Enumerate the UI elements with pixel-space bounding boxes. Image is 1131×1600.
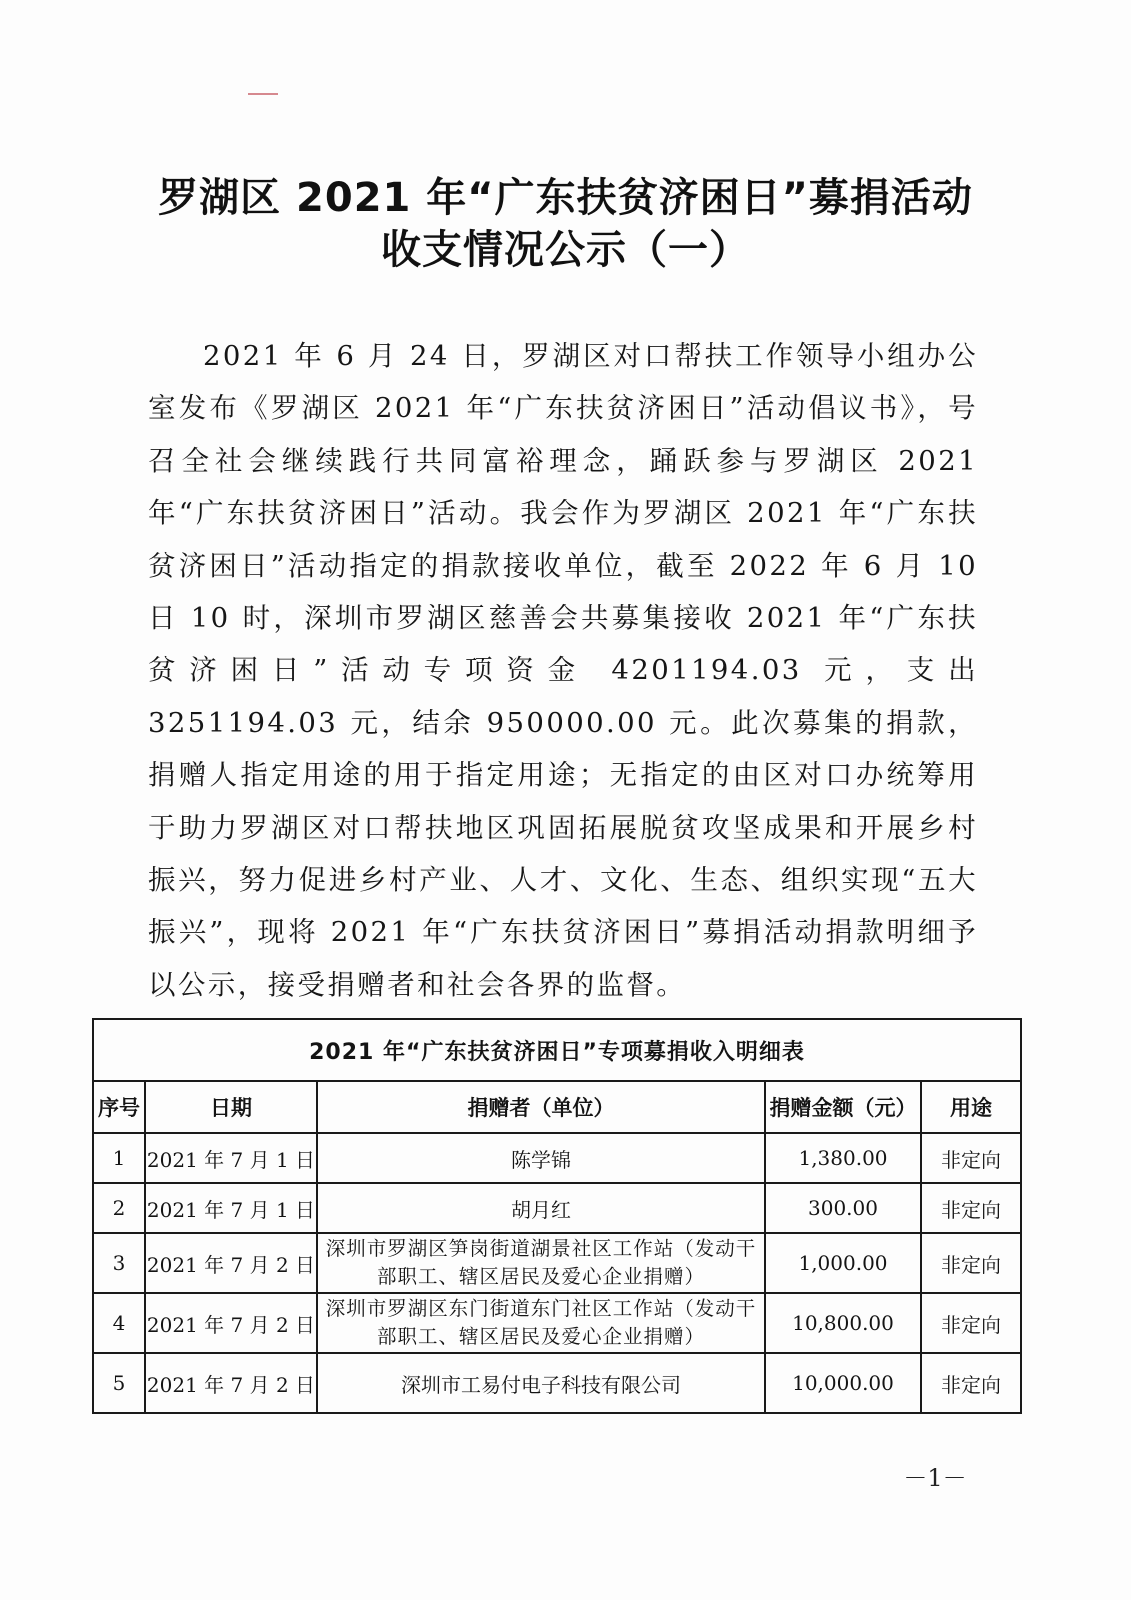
row-amount: 1,000.00	[765, 1233, 921, 1293]
document-title-line2: 收支情况公示（一）	[381, 227, 750, 273]
header-donor: 捐赠者（单位）	[317, 1081, 765, 1133]
row-purpose: 非定向	[921, 1233, 1021, 1293]
page-number: －1－	[903, 1464, 967, 1492]
header-purpose: 用途	[921, 1081, 1021, 1133]
table-row	[93, 1293, 1021, 1353]
row-donor: 陈学锦	[317, 1133, 765, 1183]
announcement-paragraph: 2021 年 6 月 24 日，罗湖区对口帮扶工作领导小组办公室发布《罗湖区 2021 年“广东扶贫济困日”活动倡议书》，号召全社会继续践行共同富裕理念，踊跃参与罗湖区 2021 年“广东扶贫济困日”活动。我会作为罗湖区 2021 年“广东扶贫济困日”活动指定的捐款接收单位，截至 2022 年 6 月 10 日 10 时，深圳市罗湖区慈善会共募集接收 2021 年“广东扶贫济困日”活动专项资金 4201194.03 元，支出 3251194.03 元，结余 950000.00 元。此次募集的捐款，捐赠人指定用途的用于指定用途；无指定的由区对口办统筹用于助力罗湖区对口帮扶地区巩固拓展脱贫攻坚成果和开展乡村振兴，努力促进乡村产业、人才、文化、生态、组织实现“五大振兴”，现将 2021 年“广东扶贫济困日”募捐活动捐款明细予以公示，接受捐赠者和社会各界的监督。	[148, 340, 978, 1001]
row-purpose: 非定向	[921, 1183, 1021, 1233]
row-purpose: 非定向	[921, 1133, 1021, 1183]
row-date: 2021 年 7 月 1 日	[145, 1133, 317, 1183]
table-row	[93, 1183, 1021, 1233]
row-purpose: 非定向	[921, 1293, 1021, 1353]
row-no: 2	[93, 1183, 145, 1233]
row-donor: 深圳市工易付电子科技有限公司	[317, 1353, 765, 1413]
table-caption-row	[93, 1019, 1021, 1081]
row-amount: 10,000.00	[765, 1353, 921, 1413]
row-amount: 300.00	[765, 1183, 921, 1233]
row-amount: 10,800.00	[765, 1293, 921, 1353]
row-no: 4	[93, 1293, 145, 1353]
row-date: 2021 年 7 月 1 日	[145, 1183, 317, 1233]
header-no: 序号	[93, 1081, 145, 1133]
table-row	[93, 1353, 1021, 1413]
row-purpose: 非定向	[921, 1353, 1021, 1413]
row-no: 5	[93, 1353, 145, 1413]
row-donor: 深圳市罗湖区笋岗街道湖景社区工作站（发动干部职工、辖区居民及爱心企业捐赠）	[317, 1233, 765, 1293]
row-date: 2021 年 7 月 2 日	[145, 1293, 317, 1353]
row-date: 2021 年 7 月 2 日	[145, 1233, 317, 1293]
row-donor: 胡月红	[317, 1183, 765, 1233]
table-row	[93, 1133, 1021, 1183]
row-no: 3	[93, 1233, 145, 1293]
document-title-line1: 罗湖区 2021 年“广东扶贫济困日”募捐活动	[158, 175, 973, 221]
row-no: 1	[93, 1133, 145, 1183]
donation-income-table	[92, 1018, 1022, 1414]
row-amount: 1,380.00	[765, 1133, 921, 1183]
header-date: 日期	[145, 1081, 317, 1133]
table-row	[93, 1233, 1021, 1293]
row-date: 2021 年 7 月 2 日	[145, 1353, 317, 1413]
table-caption: 2021 年“广东扶贫济困日”专项募捐收入明细表	[93, 1019, 1021, 1081]
header-amount: 捐赠金额（元）	[765, 1081, 921, 1133]
pen-mark	[248, 93, 278, 95]
table-header-row	[93, 1081, 1021, 1133]
row-donor: 深圳市罗湖区东门街道东门社区工作站（发动干部职工、辖区居民及爱心企业捐赠）	[317, 1293, 765, 1353]
